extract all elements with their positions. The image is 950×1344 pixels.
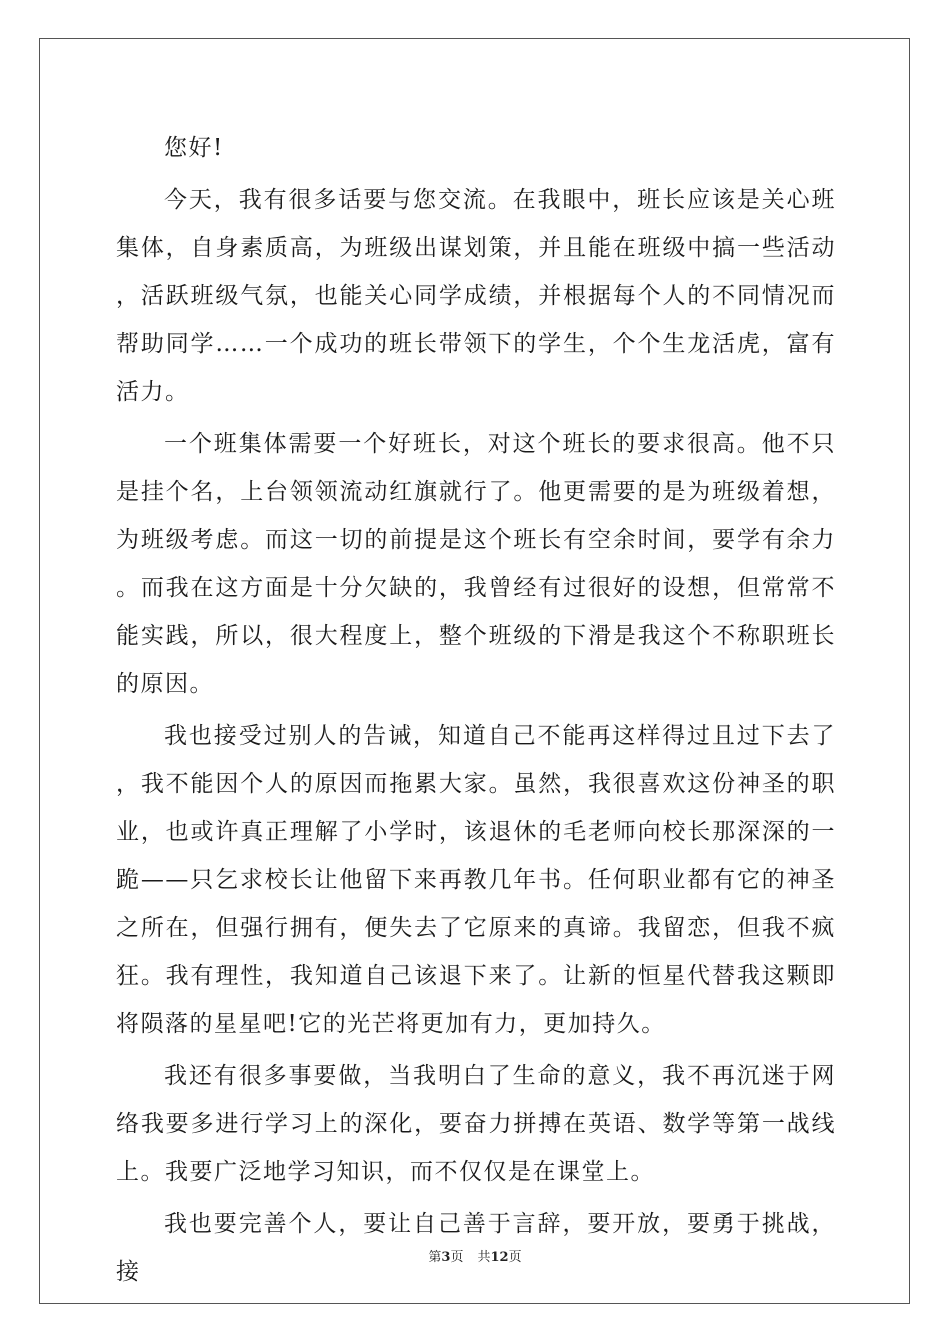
page-footer xyxy=(0,1246,950,1265)
paragraph: 我也接受过别人的告诫，知道自己不能再这样得过且过下去了，我不能因个人的原因而拖累大家。虽然，我很喜欢这份神圣的职业，也或许真正理解了小学时，该退休的毛老师向校长那深深的一跪——只乞求校长让他留下来再教几年书。任何职业都有它的神圣之所在，但强行拥有，便失去了它原来的真谛。我留恋，但我不疯狂。我有理性，我知道自己该退下来了。让新的恒星代替我这颗即将陨落的星星吧!它的光芒将更加有力，更加持久。 xyxy=(116,723,836,1037)
total-prefix: 共 xyxy=(477,1250,491,1265)
paragraph: 我也要完善个人，要让自己善于言辞，要开放，要勇于挑战，接 xyxy=(116,1211,836,1285)
total-pages: 12 xyxy=(490,1250,509,1265)
document-body xyxy=(116,124,836,1300)
paragraph-greeting: 您好! xyxy=(164,135,224,161)
total-suffix: 页 xyxy=(508,1250,522,1265)
page-prefix: 第 xyxy=(428,1250,442,1265)
paragraph: 我还有很多事要做，当我明白了生命的意义，我不再沉迷于网络我要多进行学习上的深化，要奋力拼搏在英语、数学等第一战线上。我要广泛地学习知识，而不仅仅是在课堂上。 xyxy=(116,1063,836,1185)
paragraph: 今天，我有很多话要与您交流。在我眼中，班长应该是关心班集体，自身素质高，为班级出谋划策，并且能在班级中搞一些活动，活跃班级气氛，也能关心同学成绩，并根据每个人的不同情况而帮助同学……一个成功的班长带领下的学生，个个生龙活虎，富有活力。 xyxy=(116,187,836,405)
page-number: 3 xyxy=(441,1250,451,1265)
paragraph: 一个班集体需要一个好班长，对这个班长的要求很高。他不只是挂个名，上台领领流动红旗就行了。他更需要的是为班级着想，为班级考虑。而这一切的前提是这个班长有空余时间，要学有余力。而我在这方面是十分欠缺的，我曾经有过很好的设想，但常常不能实践，所以，很大程度上，整个班级的下滑是我这个不称职班长的原因。 xyxy=(116,431,836,697)
page-suffix: 页 xyxy=(450,1250,464,1265)
